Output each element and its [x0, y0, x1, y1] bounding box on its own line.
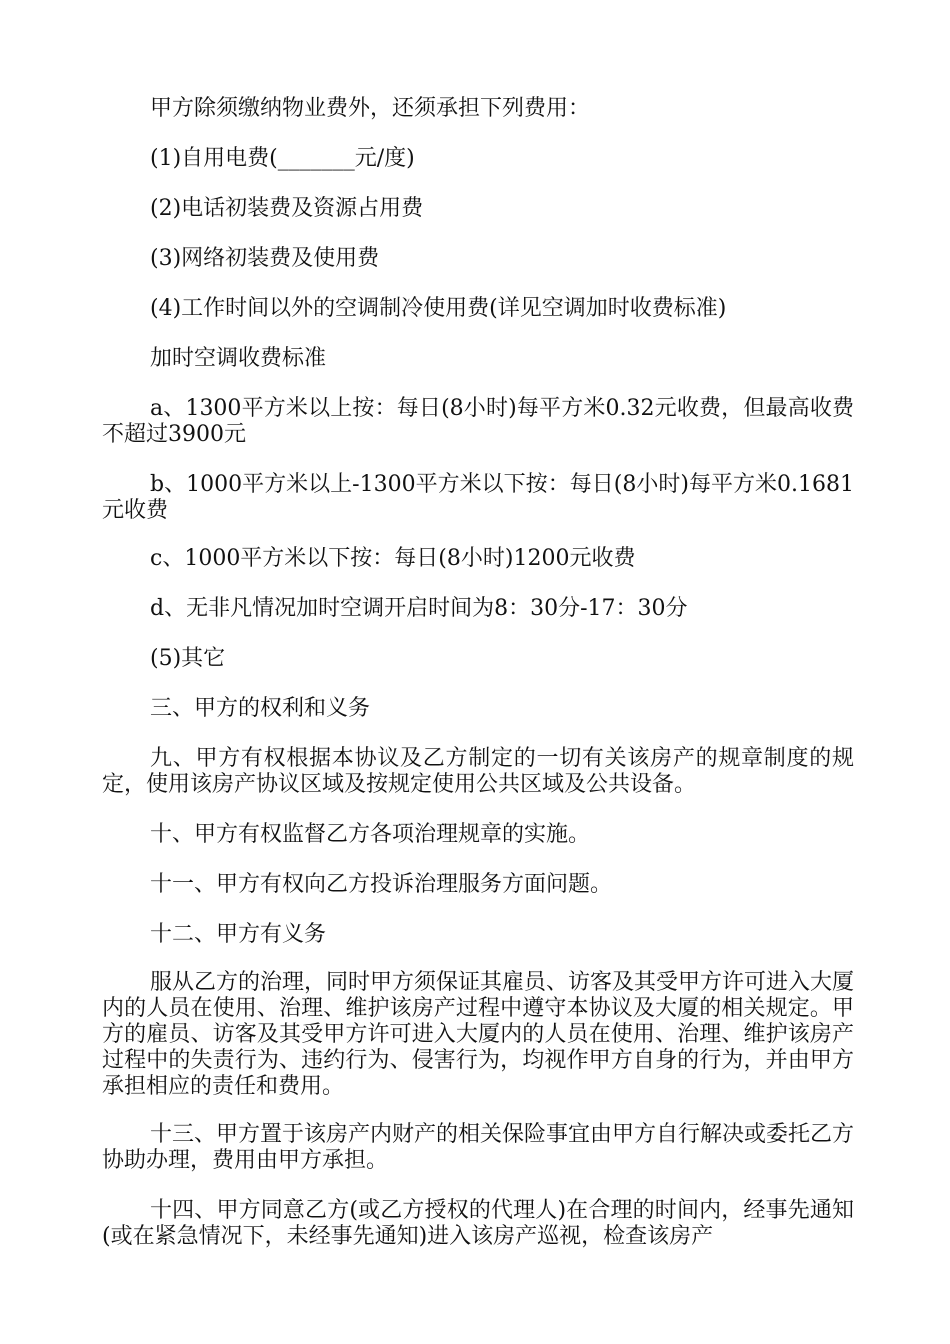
paragraph-ac-rate-a: a、1300平方米以上按：每日(8小时)每平方米0.32元收费，但最高收费不超过3900元 [102, 396, 854, 447]
paragraph-ac-rate-c: c、1000平方米以下按：每日(8小时)1200元收费 [150, 546, 636, 571]
clause-12-body: 服从乙方的治理，同时甲方须保证其雇员、访客及其受甲方许可进入大厦内的人员在使用、治理、维护该房产过程中遵守本协议及大厦的相关规定。甲方的雇员、访客及其受甲方许可进入大厦内的人员在使用、治理、维护该房产过程中的失责行为、违约行为、侵害行为，均视作甲方自身的行为，并由甲方承担相应的责任和费用。 [102, 970, 855, 1099]
clause-9: 九、甲方有权根据本协议及乙方制定的一切有关该房产的规章制度的规定，使用该房产协议区域及按规定使用公共区域及公共设备。 [102, 746, 854, 797]
paragraph-electricity-fee: (1)自用电费(_______元/度) [150, 146, 415, 171]
paragraph-fees-intro: 甲方除须缴纳物业费外，还须承担下列费用： [150, 96, 591, 121]
section-heading-rights-obligations: 三、甲方的权利和义务 [150, 696, 371, 721]
clause-13: 十三、甲方置于该房产内财产的相关保险事宜由甲方自行解决或委托乙方协助办理，费用由甲方承担。 [102, 1122, 855, 1173]
paragraph-ac-rate-b: b、1000平方米以上-1300平方米以下按：每日(8小时)每平方米0.1681元收费 [102, 472, 854, 523]
paragraph-network-fee: (3)网络初装费及使用费 [150, 246, 380, 271]
clause-12: 十二、甲方有义务 [150, 922, 327, 947]
clause-10: 十、甲方有权监督乙方各项治理规章的实施。 [150, 822, 591, 847]
paragraph-ac-fee: (4)工作时间以外的空调制冷使用费(详见空调加时收费标准) [150, 296, 727, 321]
clause-11: 十一、甲方有权向乙方投诉治理服务方面问题。 [150, 872, 613, 897]
paragraph-ac-standard-heading: 加时空调收费标准 [150, 346, 327, 371]
paragraph-phone-fee: (2)电话初装费及资源占用费 [150, 196, 424, 221]
clause-14: 十四、甲方同意乙方(或乙方授权的代理人)在合理的时间内，经事先通知(或在紧急情况下，未经事先通知)进入该房产巡视，检查该房产 [102, 1198, 854, 1249]
paragraph-other: (5)其它 [150, 646, 226, 671]
paragraph-ac-rate-d: d、无非凡情况加时空调开启时间为8：30分-17：30分 [150, 596, 688, 621]
